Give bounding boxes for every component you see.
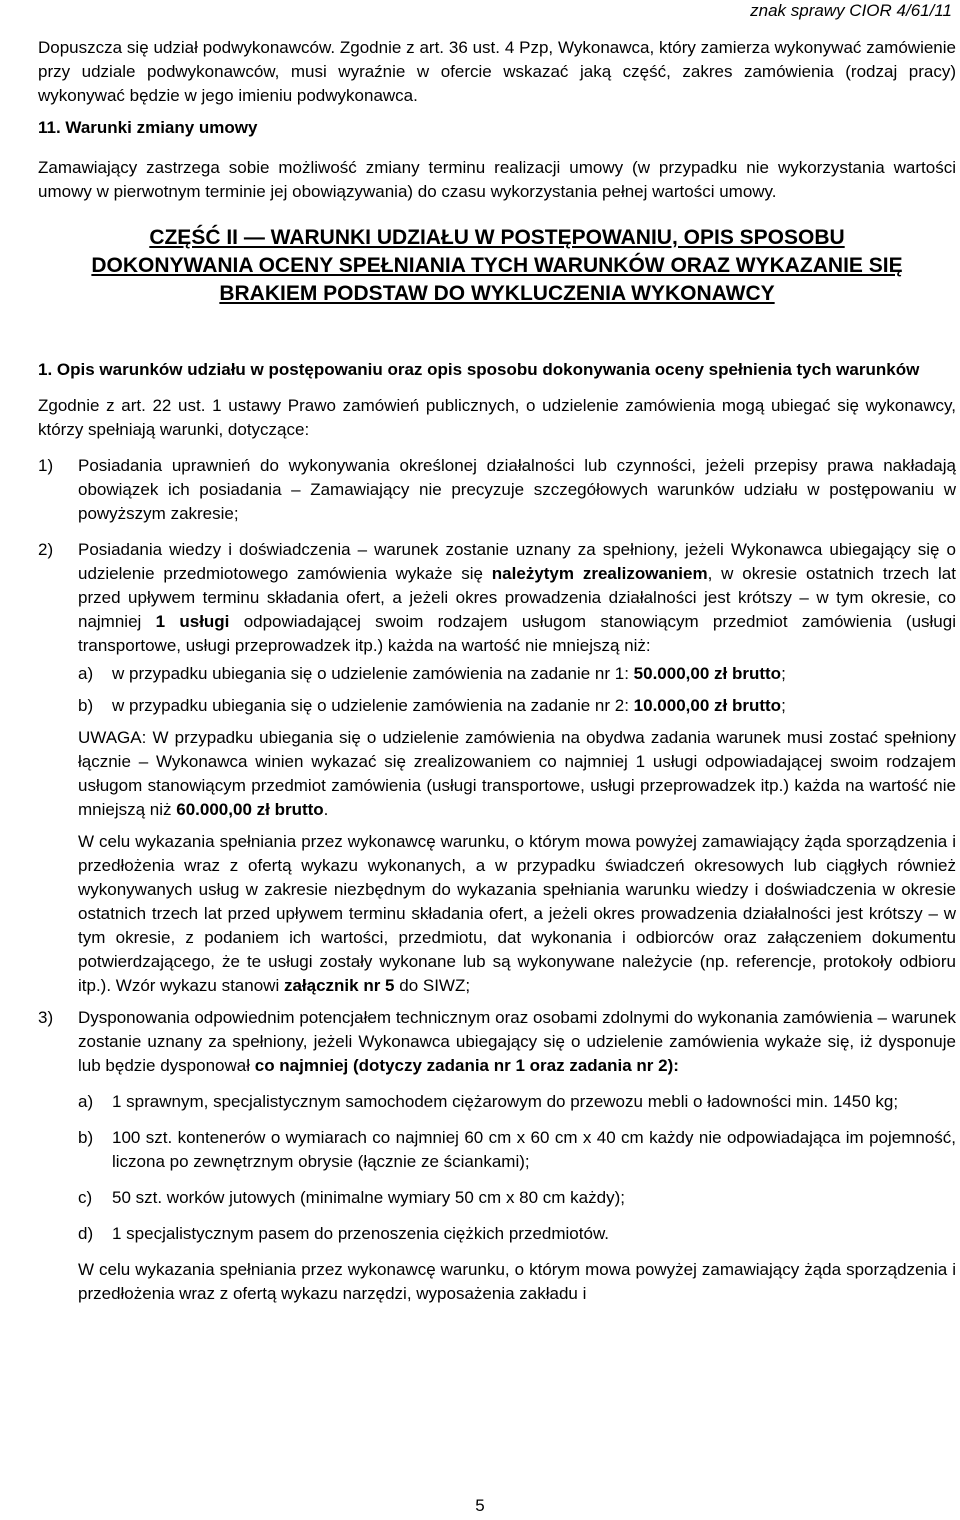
sub-text: 1 sprawnym, specjalistycznym samochodem ciężarowym do przewozu mebli o ładowności min. 1450 kg; [112, 1092, 899, 1111]
item-text: Posiadania uprawnień do wykonywania określonej działalności lub czynności, jeżeli przepisy prawa nakładają obowiązek ich posiadania – Zamawiający nie precyzuje szczegółowych warunków udziału w postępowaniu w powyższym zakresie; [78, 456, 956, 523]
item-text-bold: należytym zrealizowaniem [491, 564, 708, 583]
item-text: Posiadania wiedzy i doświadczenia – warunek zostanie uznany za spełniony, jeżeli Wykonawca ubiegający się o udzielenie przedmiotowego zamówienia wykaże się [78, 540, 956, 583]
section-1-intro: Zgodnie z art. 22 ust. 1 ustawy Prawo zamówień publicznych, o udzielenie zamówienia mogą ubiegać się wykonawcy, którzy spełniają warunki, dotyczące: [38, 396, 956, 439]
item-number: 2) [38, 540, 54, 559]
sub-number: b) [78, 696, 94, 715]
condition-item-2 [38, 538, 956, 998]
part-2-heading-line-1: CZĘŚĆ II — WARUNKI UDZIAŁU W POSTĘPOWANIU, OPIS SPOSOBU [149, 226, 845, 249]
item-text: , w okresie ostatnich trzech lat przed upływem terminu składania ofert, a jeżeli okres prowadzenia działalności jest krótszy – w tym okresie, co najmniej [78, 564, 956, 631]
amount: 60.000,00 zł brutto [176, 800, 324, 819]
case-reference: znak sprawy CIOR 4/61/11 [750, 1, 952, 20]
sub-number: c) [78, 1188, 93, 1207]
sub-text: 100 szt. kontenerów o wymiarach co najmniej 60 cm x 60 cm x 40 cm każdy nie odpowiadająca im pojemność, liczona po zewnętrznym obrysie (łącznie ze ściankami); [112, 1128, 956, 1171]
item-3-sub-b [78, 1126, 956, 1174]
part-2-heading [38, 224, 956, 308]
sub-text: w przypadku ubiegania się o udzielenie zamówienia na zadanie nr 1: [112, 664, 634, 683]
item-number: 3) [38, 1008, 54, 1027]
item-3-sub-d [78, 1222, 956, 1246]
sub-text-end: ; [781, 664, 786, 683]
condition-item-3 [38, 1006, 956, 1306]
uwaga-note [78, 726, 956, 822]
item-text: Dysponowania odpowiednim potencjałem technicznym oraz osobami zdolnymi do wykonania zamówienia – warunek zostanie uznany za spełniony, jeżeli Wykonawca ubiegający się o udzielenie zamówienia wykaże się, iż dysponuje lub będzie dysponował [78, 1008, 956, 1075]
section-11-body: Zamawiający zastrzega sobie możliwość zmiany terminu realizacji umowy (w przypadku nie wykorzystania wartości umowy w pierwotnym terminie jej obowiązywania) do czasu wykorzystania pełnej wartości umowy. [38, 158, 956, 201]
amount: 50.000,00 zł brutto [633, 664, 782, 683]
page-number: 5 [475, 1496, 485, 1515]
section-1-heading: 1. Opis warunków udziału w postępowaniu oraz opis sposobu dokonywania oceny spełnienia tych warunków [38, 360, 920, 379]
evidence-text: W celu wykazania spełniania przez wykonawcę warunku, o którym mowa powyżej zamawiający żąda sporządzenia i przedłożenia wraz z ofertą wykazu wykonanych, a w przypadku świadczeń okresowych lub ciągłych również wykonywanych usług w zakresie niezbędnym do wykazania spełniania warunku wiedzy i doświadczenia w okresie ostatnich trzech lat przed upływem terminu składania ofert, a jeżeli okres prowadzenia działalności jest krótszy – w tym okresie, z podaniem ich wartości, przedmiotu, dat wykonania i odbiorców oraz załączeniem dokumentu potwierdzającego, że te usługi zostały wykonane lub są wykonywane należycie (np. referencje, protokoły odbioru itp.). Wzór wykazu stanowi [78, 832, 956, 995]
evidence-paragraph [78, 830, 956, 998]
sub-text-end: ; [781, 696, 786, 715]
item-3-sub-a [78, 1090, 956, 1114]
item-2-sub-a [78, 662, 956, 686]
item-text: odpowiadającej swoim rodzajem usługom stanowiącym przedmiot zamówienia (usługi transportowe, usługi przeprowadzek itp.) każda na wartość nie mniejszą niż: [78, 612, 956, 655]
attachment-ref: załącznik nr 5 [283, 976, 395, 995]
part-2-heading-line-3: BRAKIEM PODSTAW DO WYKLUCZENIA WYKONAWCY [219, 282, 775, 305]
note-text-end: . [323, 800, 329, 819]
item-2-sub-b [78, 694, 956, 718]
sub-text: w przypadku ubiegania się o udzielenie zamówienia na zadanie nr 2: [112, 696, 634, 715]
final-paragraph: W celu wykazania spełniania przez wykonawcę warunku, o którym mowa powyżej zamawiający żąda sporządzenia i przedłożenia wraz z ofertą wykazu narzędzi, wyposażenia zakładu i [78, 1260, 956, 1303]
amount: 10.000,00 zł brutto [633, 696, 782, 715]
sub-number: b) [78, 1128, 94, 1147]
item-text-bold: co najmniej (dotyczy zadania nr 1 oraz zadania nr 2): [254, 1056, 679, 1075]
document-body [38, 36, 956, 1306]
sub-text: 50 szt. worków jutowych (minimalne wymiary 50 cm x 80 cm każdy); [112, 1188, 625, 1207]
sub-number: a) [78, 664, 94, 683]
item-number: 1) [38, 456, 54, 475]
sub-number: a) [78, 1092, 94, 1111]
section-11-heading: 11. Warunki zmiany umowy [38, 118, 258, 137]
sub-number: d) [78, 1224, 94, 1243]
note-text: UWAGA: W przypadku ubiegania się o udzielenie zamówienia na obydwa zadania warunek musi zostać spełniony łącznie – Wykonawca winien wykazać się zrealizowaniem co najmniej 1 usługi odpowiadającej swoim rodzajem usługom stanowiącym przedmiot zamówienia (usługi transportowe, usługi przeprowadzek itp.) każda na wartość nie mniejszą niż [78, 728, 956, 819]
evidence-text-end: do SIWZ; [394, 976, 471, 995]
item-text-bold: 1 usługi [155, 612, 230, 631]
sub-text: 1 specjalistycznym pasem do przenoszenia ciężkich przedmiotów. [112, 1224, 610, 1243]
condition-item-1 [38, 454, 956, 526]
item-3-sub-c [78, 1186, 956, 1210]
part-2-heading-line-2: DOKONYWANIA OCENY SPEŁNIANIA TYCH WARUNKÓW ORAZ WYKAZANIE SIĘ [91, 254, 903, 277]
subcontractors-paragraph: Dopuszcza się udział podwykonawców. Zgodnie z art. 36 ust. 4 Pzp, Wykonawca, który zamierza wykonywać zamówienie przy udziale podwykonawców, musi wyraźnie w ofercie wskazać jaką część, zakres zamówienia (rodzaj pracy) wykonywać będzie w jego imieniu podwykonawca. [38, 38, 956, 105]
